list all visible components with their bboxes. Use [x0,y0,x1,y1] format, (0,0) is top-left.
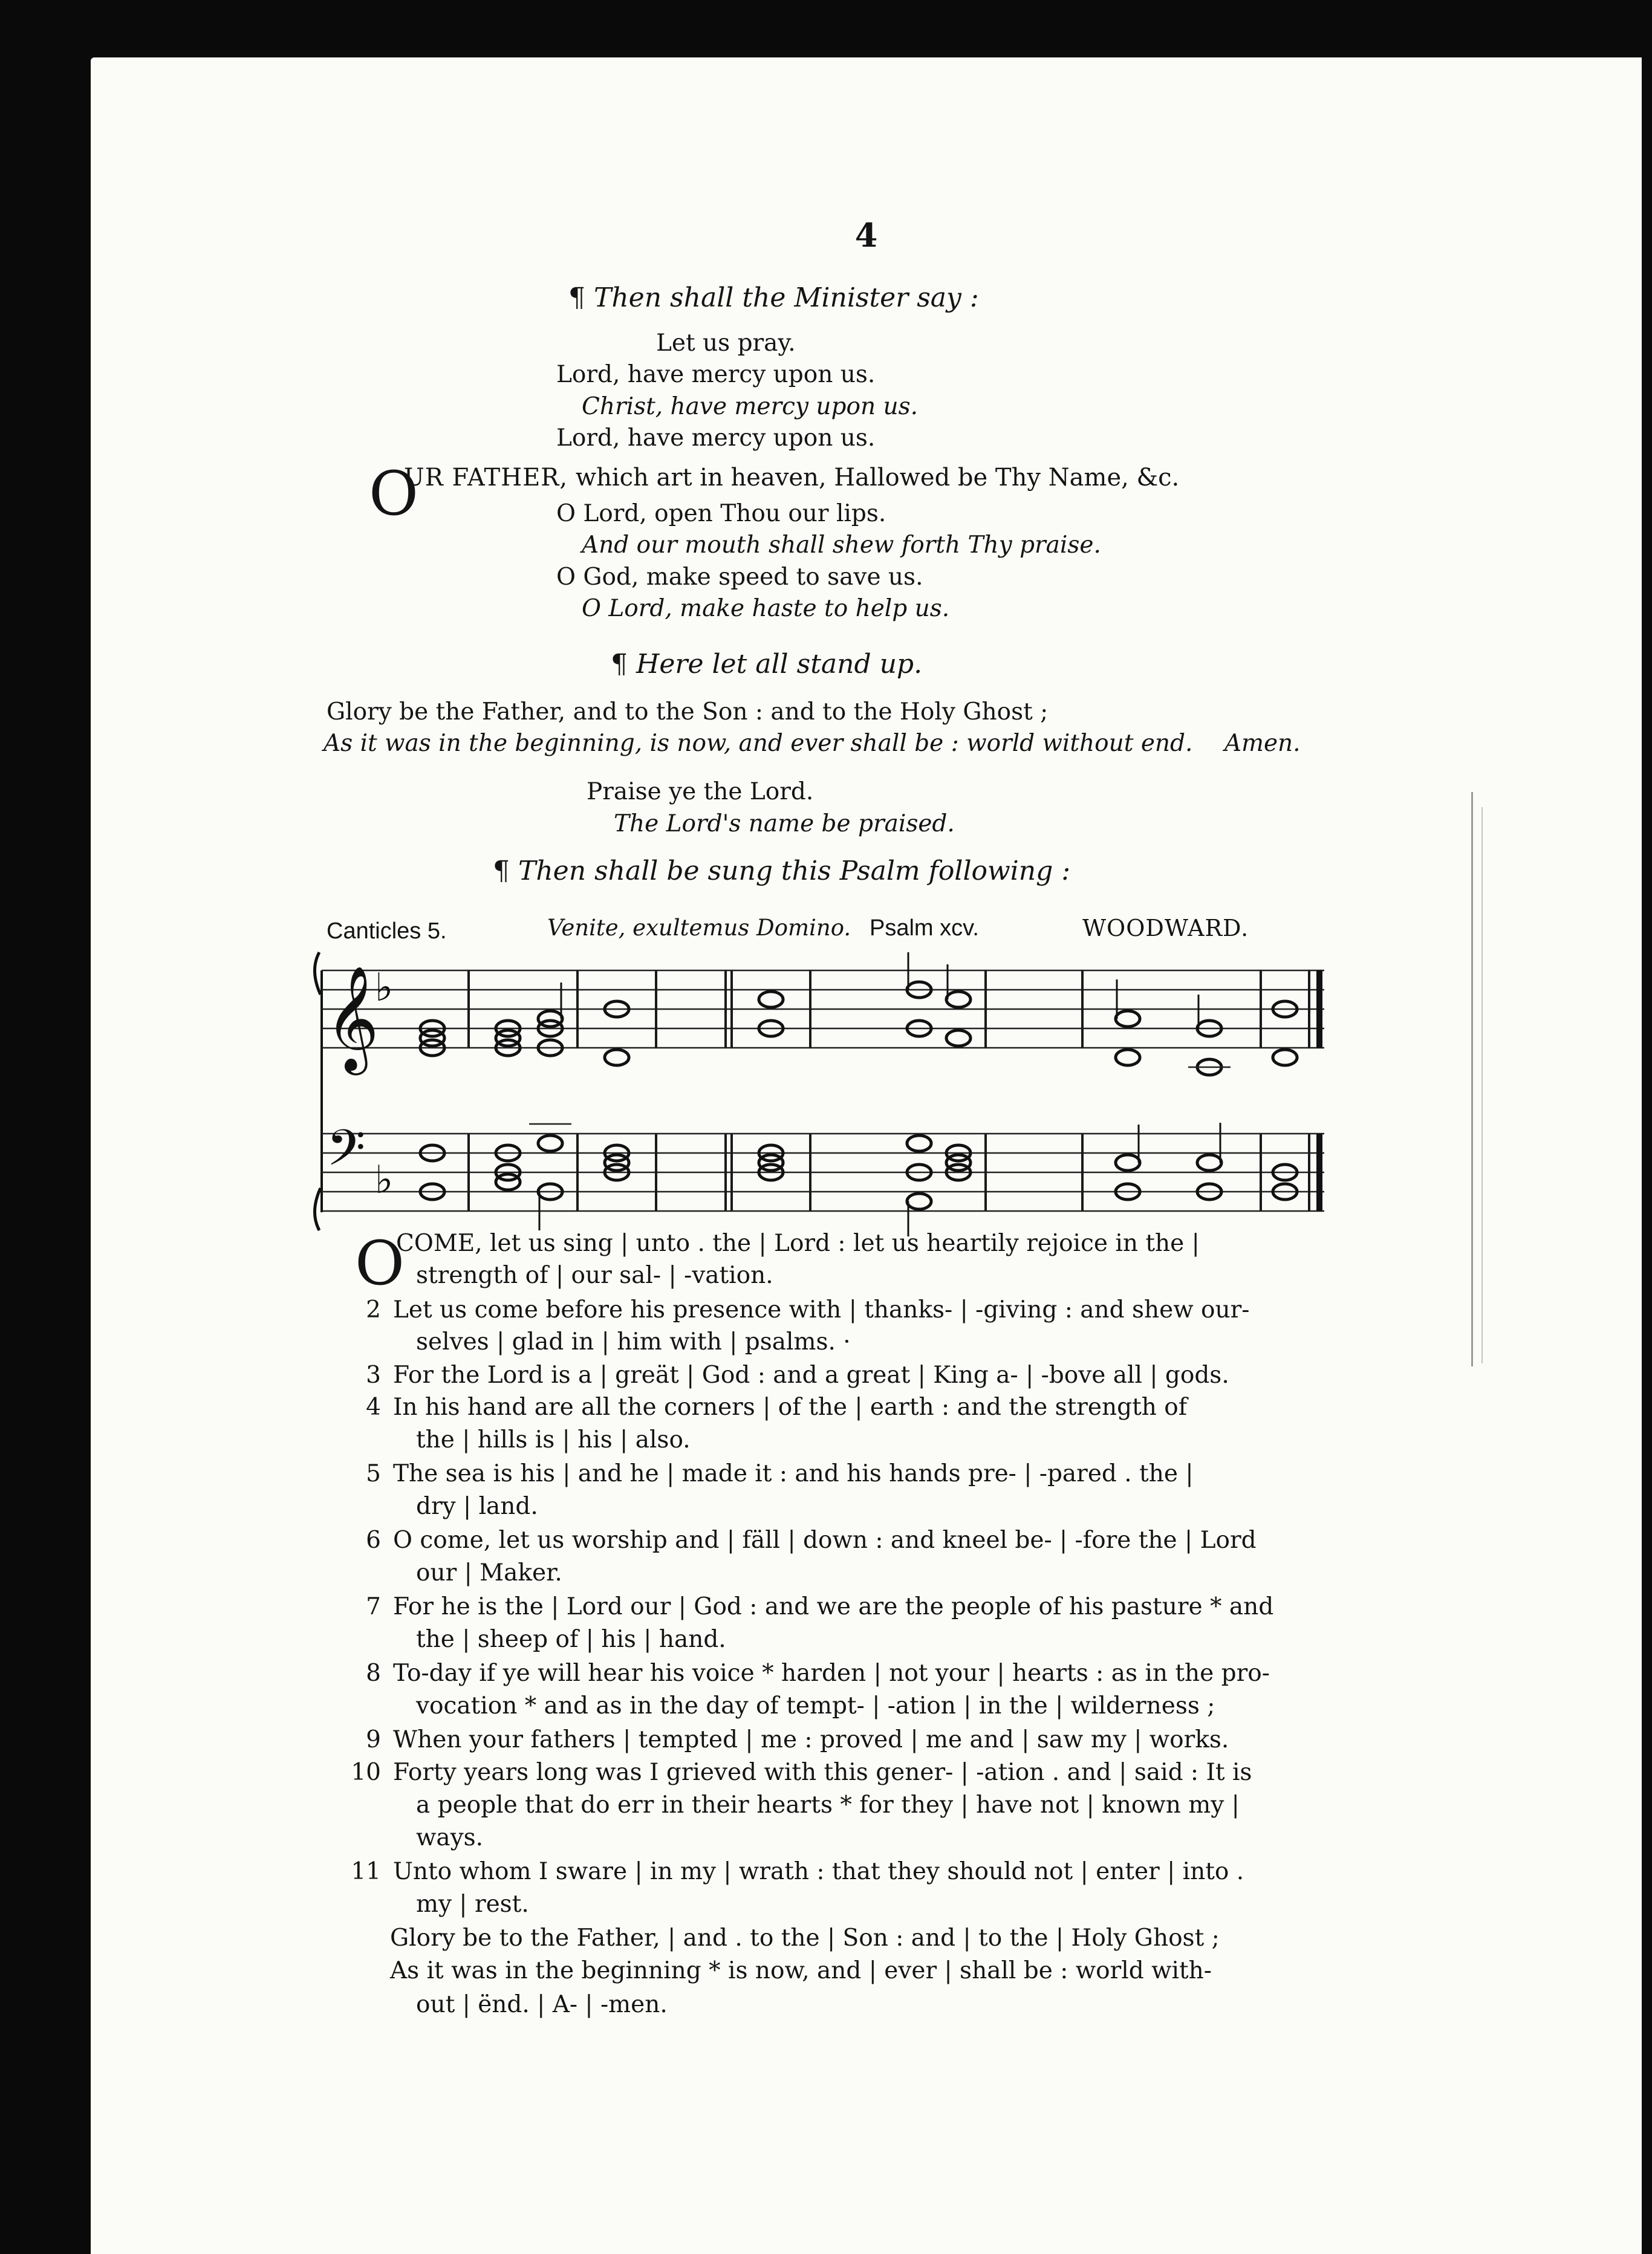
bass-staff [322,1134,1324,1211]
verse-4-line-1: In his hand are all the corners | of the | earth : and the strength of [393,1394,1188,1421]
verse-10-line-3: ways. [416,1824,484,1851]
gloria-line-1: Glory be the Father, and to the Son : and to the Holy Ghost ; [327,698,1049,726]
rubric-psalm [493,856,1070,886]
versicle-open-lips: O Lord, open Thou our lips. [556,500,886,527]
our-father-rest: which art in heaven, Hallowed be Thy Name, &c. [575,464,1180,492]
our-father-dropcap: O [369,458,418,529]
scan-artifact-line [1471,792,1473,1366]
verse-7-line-2: the | sheep of | his | hand. [416,1626,726,1653]
verse-10-line-1: Forty years long was I grieved with this gener- | -ation . and | said : It is [393,1759,1252,1786]
verse-8-line-1: To-day if ye will hear his voice * harden | not your | hearts : as in the pro- [393,1660,1270,1687]
rubric-stand-text: Here let all stand up. [636,649,923,680]
verse-number-9: 9 [366,1726,381,1753]
praise-response: The Lord's name be praised. [614,810,955,837]
verse-1-line-1: COME, let us sing | unto . the | Lord : let us heartily rejoice in the | [396,1230,1200,1257]
page-number: 4 [854,216,878,255]
canticle-label: Canticles 5. [327,918,447,944]
chant-score [308,946,1397,1236]
versicle-make-speed: O God, make speed to save us. [556,564,923,591]
pilcrow-icon: ¶ [611,649,628,680]
versicle-lord-mercy-2: Lord, have mercy upon us. [556,424,876,452]
rubric-minister-text: Then shall the Minister say : [594,282,979,313]
treble-staff [322,970,1324,1048]
gloria-line-2 [324,729,1301,759]
psalm-number: Psalm xcv. [870,915,979,941]
verse-10-line-2: a people that do err in their hearts * for they | have not | known my | [416,1791,1240,1819]
flat-icon: ♭ [375,966,394,1010]
gloria-line-2-text: As it was in the beginning, is now, and ever shall be : world without end. [324,730,1193,757]
response-christ-mercy: Christ, have mercy upon us. [582,393,919,420]
verse-11-line-1: Unto whom I sware | in my | wrath : that they should not | enter | into . [393,1858,1244,1885]
verse-number-11: 11 [351,1858,381,1885]
hymnal-page [91,57,1642,2254]
scan-artifact-line [1481,807,1483,1363]
pilcrow-icon: ¶ [493,856,510,886]
gloria-psalm-line-3: out | ënd. | A- | -men. [416,1991,668,2018]
verse-6-line-1: O come, let us worship and | fäll | down : and kneel be- | -fore the | Lord [393,1527,1257,1554]
versicle-lord-mercy: Lord, have mercy upon us. [556,361,876,388]
verse-3-line-1: For the Lord is a | greät | God : and a great | King a- | -bove all | gods. [393,1362,1229,1389]
rubric-psalm-text: Then shall be sung this Psalm following : [518,856,1071,886]
gloria-amen: Amen. [1224,730,1301,757]
verse-number-4: 4 [366,1394,381,1421]
verse-number-6: 6 [366,1527,381,1554]
verse-1-line-2: strength of | our sal- | -vation. [416,1262,773,1289]
treble-clef-icon: 𝄞 [325,966,379,1071]
verse-6-line-2: our | Maker. [416,1559,562,1587]
bass-notes [420,1123,1297,1236]
verse-2-line-1: Let us come before his presence with | thanks- | -giving : and shew our- [393,1296,1250,1323]
psalm-dropcap: O [355,1228,405,1299]
canticle-latin-title: Venite, exultemus Domino. [547,915,851,941]
verse-number-5: 5 [366,1460,381,1487]
composer-name: WOODWARD. [1082,915,1249,941]
response-mouth-praise: And our mouth shall shew forth Thy praise. [582,531,1101,559]
response-make-haste: O Lord, make haste to help us. [582,595,950,622]
pilcrow-icon: ¶ [568,282,585,313]
verse-number-10: 10 [351,1759,381,1786]
gloria-psalm-line-1: Glory be to the Father, | and . to the | Son : and | to the | Holy Ghost ; [390,1924,1220,1952]
verse-8-line-2: vocation * and as in the day of tempt- | -ation | in the | wilderness ; [416,1692,1215,1720]
verse-number-2: 2 [366,1296,381,1323]
rubric-stand [611,649,922,680]
verse-11-line-2: my | rest. [416,1891,529,1918]
barlines [469,970,1319,1211]
gloria-psalm-line-2: As it was in the beginning * is now, and | ever | shall be : world with- [390,1957,1212,1984]
versicle-let-us-pray: Let us pray. [656,330,796,357]
verse-9-line-1: When your fathers | tempted | me : proved | me and | saw my | works. [393,1726,1229,1753]
verse-7-line-1: For he is the | Lord our | God : and we are the people of his pasture * and [393,1593,1274,1620]
verse-number-7: 7 [366,1593,381,1620]
our-father-line [404,463,1179,493]
flat-icon: ♭ [375,1158,394,1203]
praise-versicle: Praise ye the Lord. [587,778,814,805]
rubric-minister [568,282,979,313]
verse-2-line-2: selves | glad in | him with | psalms. · [416,1328,851,1356]
our-father-lead: UR FATHER, [404,464,568,492]
verse-number-3: 3 [366,1362,381,1389]
bass-clef-icon: 𝄢 [327,1119,366,1189]
verse-5-line-1: The sea is his | and he | made it : and his hands pre- | -pared . the | [393,1460,1194,1487]
verse-4-line-2: the | hills is | his | also. [416,1426,691,1453]
verse-number-8: 8 [366,1660,381,1687]
verse-5-line-2: dry | land. [416,1493,538,1520]
